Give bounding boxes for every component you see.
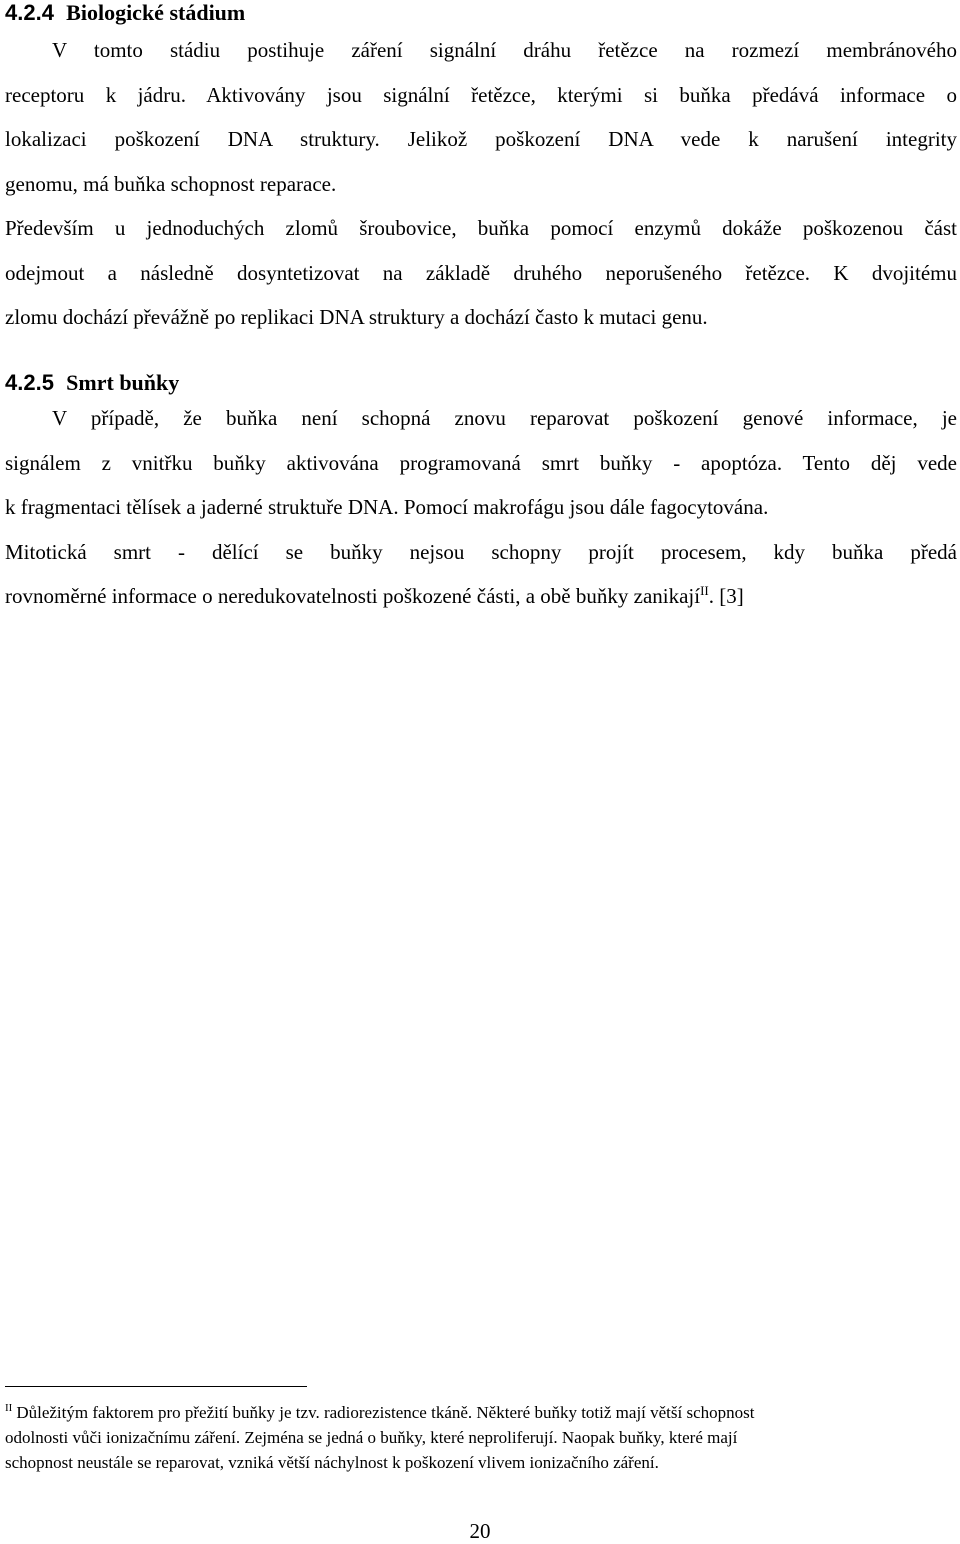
footnote-reference[interactable]: II xyxy=(700,583,709,598)
paragraph-line: V případě, že buňka není schopná znovu reparovat poškození genové informace, je xyxy=(52,406,957,430)
paragraph-line: lokalizaci poškození DNA struktury. Jelikož poškození DNA vede k narušení integrity xyxy=(5,127,957,151)
paragraph-line: Především u jednoduchých zlomů šroubovice, buňka pomocí enzymů dokáže poškozenou část xyxy=(5,216,957,240)
paragraph-line: genomu, má buňka schopnost reparace. xyxy=(5,171,337,196)
footnote-line: schopnost neustále se reparovat, vzniká větší náchylnost k poškození vlivem ionizačního záření. xyxy=(5,1453,659,1472)
paragraph-line: signálem z vnitřku buňky aktivována programovaná smrt buňky - apoptóza. Tento děj vede xyxy=(5,450,957,475)
paragraph-line: odejmout a následně dosyntetizovat na základě druhého neporušeného řetězce. K dvojitému xyxy=(5,260,957,285)
section-heading-smrt-bunky xyxy=(5,370,179,396)
section-title: Smrt buňky xyxy=(66,370,180,395)
paragraph-line: k fragmentaci tělísek a jaderné struktuře DNA. Pomocí makrofágu jsou dále fagocytována. xyxy=(5,495,769,519)
footnote-marker: II xyxy=(5,1402,13,1415)
footnote-line xyxy=(5,1400,935,1425)
footnote-text: Důležitým faktorem pro přežití buňky je tzv. radiorezistence tkáně. Některé buňky totiž mají větší schopnost xyxy=(16,1403,755,1422)
paragraph-line-with-footnote xyxy=(5,574,957,619)
section-number: 4.2.4 xyxy=(5,0,54,25)
section-number: 4.2.5 xyxy=(5,370,54,395)
section-body-biologicke-stadium xyxy=(5,28,957,340)
paragraph-line: receptoru k jádru. Aktivovány jsou signální řetězce, kterými si buňka předává informace o xyxy=(5,82,957,107)
footnote-line: odolnosti vůči ionizačnímu záření. Zejména se jedná o buňky, které neproliferují. Naopak buňky, které mají xyxy=(5,1428,738,1447)
footnote xyxy=(5,1400,935,1475)
paragraph-line: Mitotická smrt - dělící se buňky nejsou schopny projít procesem, kdy buňka předá xyxy=(5,539,957,564)
paragraph-line: V tomto stádiu postihuje záření signální dráhu řetězce na rozmezí membránového xyxy=(52,38,957,62)
section-body-smrt-bunky xyxy=(5,396,957,619)
citation-text: . [3] xyxy=(708,584,744,608)
section-title: Biologické stádium xyxy=(66,0,246,25)
section-heading-biologicke-stadium xyxy=(5,0,245,26)
line-text: rovnoměrné informace o neredukovatelnosti poškozené části, a obě buňky zanikají xyxy=(5,584,701,608)
footnote-separator xyxy=(5,1386,307,1387)
paragraph-line: zlomu dochází převážně po replikaci DNA struktury a dochází často k mutaci genu. xyxy=(5,305,708,329)
page-number: 20 xyxy=(469,1519,491,1543)
